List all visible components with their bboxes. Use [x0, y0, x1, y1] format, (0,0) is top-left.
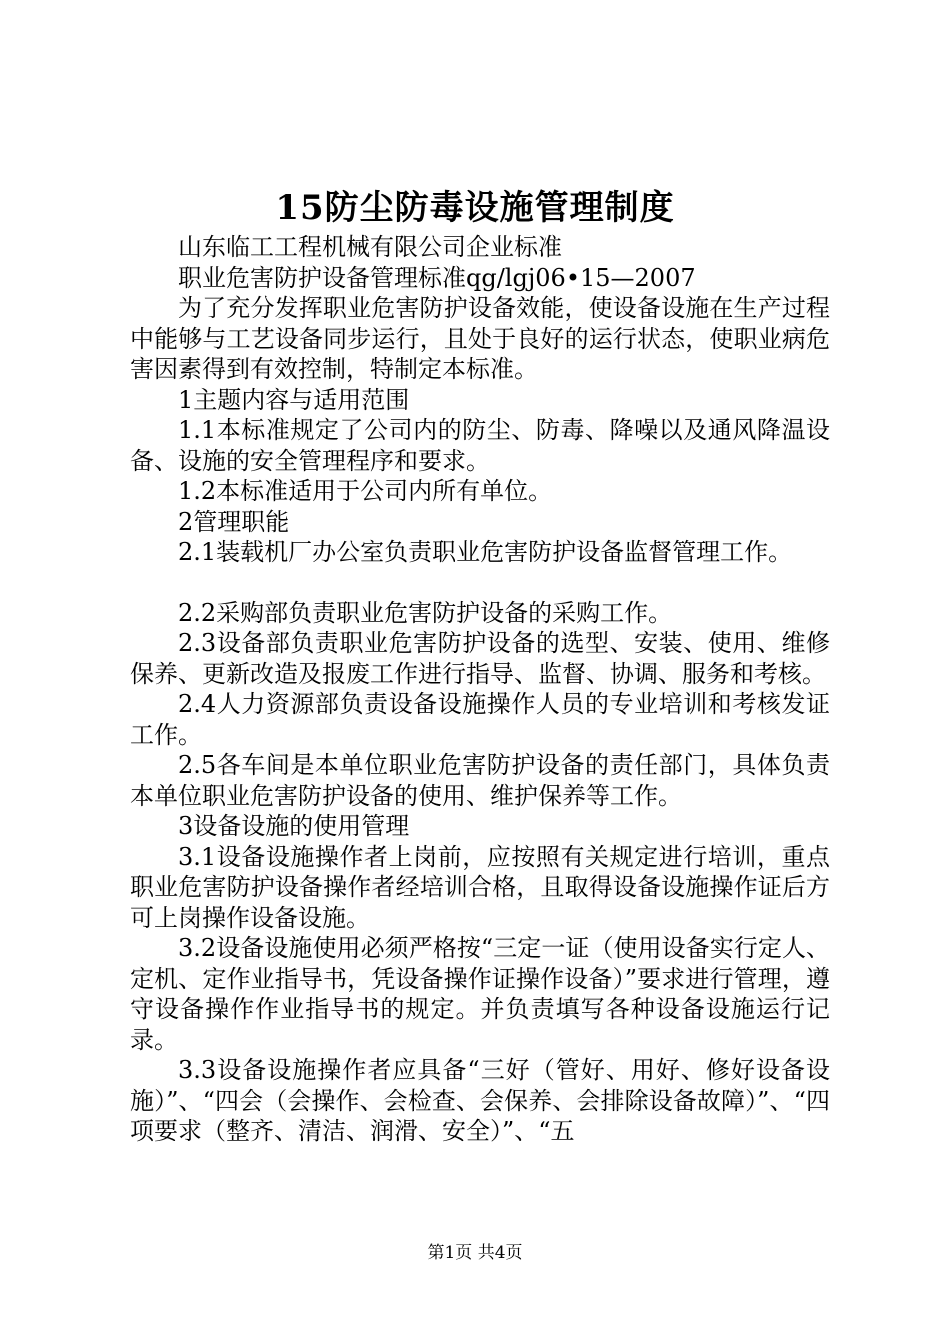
document-title: 15防尘防毒设施管理制度 [275, 188, 675, 228]
clause-2-2: 2.2采购部负责职业危害防护设备的采购工作。 [178, 598, 673, 627]
section-heading-1: 1主题内容与适用范围 [178, 385, 410, 414]
clause-2-5: 2.5各车间是本单位职业危害防护设备的责任部门，具体负责本单位职业危害防护设备的使用、维护保养等工作。 [130, 751, 830, 810]
section-heading-3: 3设备设施的使用管理 [178, 812, 410, 840]
section-heading-2: 2管理职能 [178, 507, 290, 536]
clause-2-1: 2.1装载机厂办公室负责职业危害防护设备监督管理工作。 [178, 538, 793, 566]
clause-3-1: 3.1设备设施操作者上岗前，应按照有关规定进行培训，重点职业危害防护设备操作者经培训合格，且取得设备设施操作证后方可上岗操作设备设施。 [130, 842, 830, 932]
clause-3-2: 3.2设备设施使用必须严格按“三定一证（使用设备实行定人、定机、定作业指导书，凭设备操作证操作设备）”要求进行管理，遵守设备操作作业指导书的规定。并负责填写各种设备设施运行记录。 [130, 934, 830, 1054]
clause-2-3: 2.3设备部负责职业危害防护设备的选型、安装、使用、维修保养、更新改造及报废工作进行指导、监督、协调、服务和考核。 [130, 629, 830, 688]
paragraph-company-standard: 山东临工工程机械有限公司企业标准 [178, 233, 562, 261]
paragraph-purpose: 为了充分发挥职业危害防护设备效能，使设备设施在生产过程中能够与工艺设备同步运行，且处于良好的运行状态，使职业病危害因素得到有效控制，特制定本标准。 [130, 294, 830, 383]
clause-3-3: 3.3设备设施操作者应具备“三好（管好、用好、修好设备设施）”、“四会（会操作、会检查、会保养、会排除设备故障）”、“四项要求（整齐、清洁、润滑、安全）”、“五 [130, 1056, 830, 1145]
clause-1-2: 1.2本标准适用于公司内所有单位。 [178, 477, 553, 505]
page-footer: 第1页 共4页 [427, 1243, 523, 1263]
clause-1-1: 1.1本标准规定了公司内的防尘、防毒、降噪以及通风降温设备、设施的安全管理程序和要求。 [130, 416, 830, 475]
document-body [130, 232, 830, 1147]
paragraph-standard-code: 职业危害防护设备管理标准qg/lgj06•15—2007 [178, 263, 696, 292]
clause-2-4: 2.4人力资源部负责设备设施操作人员的专业培训和考核发证工作。 [130, 690, 830, 749]
